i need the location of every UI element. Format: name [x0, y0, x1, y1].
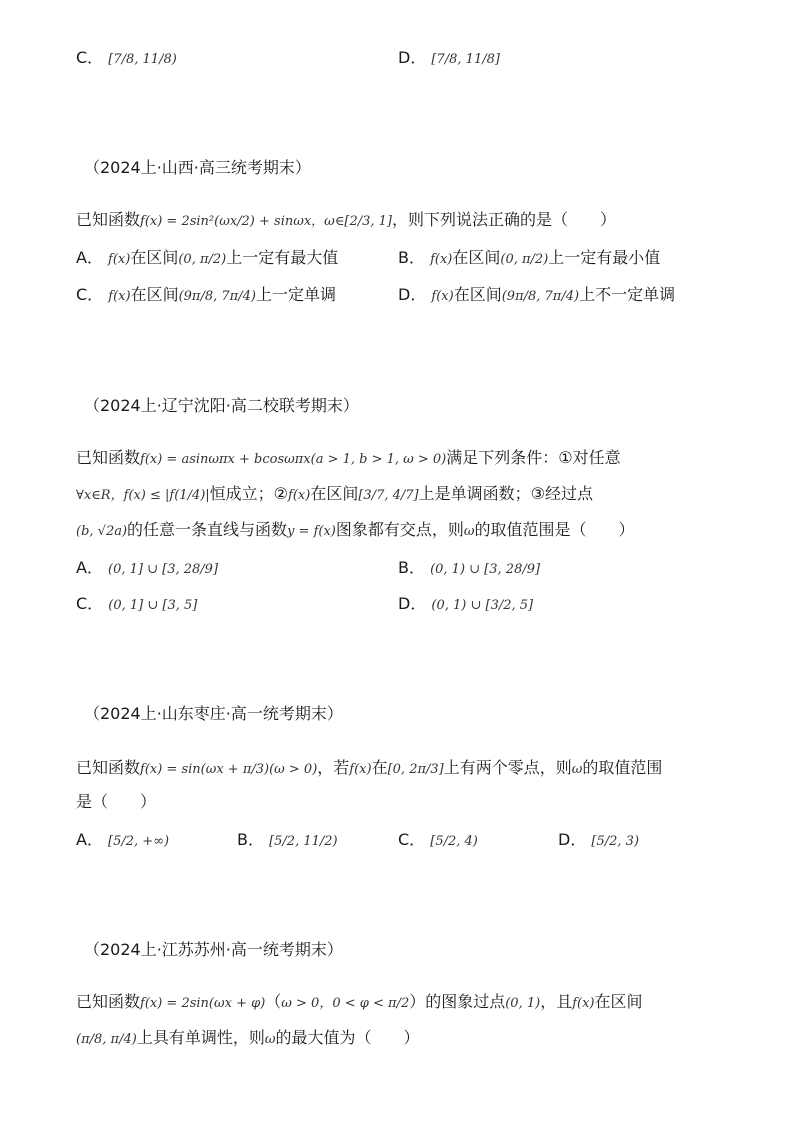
stem-text: 已知函数 — [76, 448, 141, 467]
option-c — [398, 828, 478, 854]
option-b — [237, 828, 338, 854]
stem-text: 满足下列条件：①对任意 — [446, 448, 621, 467]
option-math: f(x) — [108, 289, 131, 304]
stem-text: ，且 — [540, 992, 573, 1011]
stem-math: (b, √2a) — [76, 524, 128, 539]
option-c — [76, 592, 197, 618]
option-math: [5/2, 4) — [430, 834, 478, 849]
question-stem — [76, 208, 616, 234]
option-label: C． — [76, 285, 104, 304]
option-math: f(x) — [108, 252, 131, 267]
stem-math: f(x) — [288, 488, 311, 503]
option-d — [398, 46, 500, 72]
stem-text: 在 — [371, 758, 388, 777]
option-label: A． — [76, 558, 103, 577]
option-math: f(x) — [430, 252, 453, 267]
stem-math: (π/8, π/4) — [76, 1032, 137, 1047]
option-math: [7/8, 11/8] — [431, 52, 500, 67]
stem-text: 的取值范围是（ ） — [474, 520, 635, 539]
option-math: (0, 1] ∪ [3, 5] — [108, 598, 198, 613]
option-math: [5/2, +∞) — [108, 834, 170, 849]
stem-math: ω — [264, 1032, 276, 1047]
stem-math: f(x) = sin(ωx + π/3)(ω > 0) — [140, 762, 318, 777]
stem-math: [3/7, 4/7] — [358, 488, 419, 503]
stem-text: 上具有单调性，则 — [136, 1028, 265, 1047]
option-a — [76, 828, 169, 854]
option-math: (9π/8, 7π/4) — [501, 289, 580, 304]
stem-text: 上有两个零点，则 — [443, 758, 572, 777]
question-stem — [76, 446, 621, 472]
stem-text: 上是单调函数；③经过点 — [418, 484, 593, 503]
question-source: （2024上·辽宁沈阳·高二校联考期末） — [84, 396, 359, 415]
stem-math: ω > 0，0 < φ < π/2 — [281, 996, 410, 1011]
option-text: 上一定单调 — [255, 285, 336, 304]
stem-math: ω — [463, 524, 475, 539]
option-d — [398, 283, 675, 309]
stem-math: ω — [571, 762, 583, 777]
option-math: (0, π/2) — [500, 252, 549, 267]
stem-text: 的任意一条直线与函数 — [127, 520, 288, 539]
stem-math: [0, 2π/3] — [387, 762, 444, 777]
stem-text: 已知函数 — [76, 992, 141, 1011]
option-text: 在区间 — [452, 248, 501, 267]
stem-text: 在区间 — [594, 992, 643, 1011]
option-label: D． — [398, 48, 427, 67]
stem-text: ，则下列说法正确的是（ ） — [392, 210, 617, 229]
stem-text: 已知函数 — [76, 210, 141, 229]
option-label: B． — [398, 248, 425, 267]
question-stem-line2 — [76, 1026, 419, 1052]
question-stem — [76, 756, 662, 782]
option-c — [76, 46, 177, 72]
option-text: 在区间 — [453, 285, 502, 304]
stem-text: ，若 — [317, 758, 350, 777]
stem-math: f(x) = 2sin²(ωx/2) + sinωx，ω∈[2/3, 1] — [140, 214, 392, 229]
option-math: f(x) — [431, 289, 454, 304]
option-label: A． — [76, 830, 103, 849]
stem-math: f(x) — [349, 762, 372, 777]
stem-math: f(x) = 2sin(ωx + φ) — [140, 996, 266, 1011]
option-a — [76, 556, 218, 582]
option-label: B． — [237, 830, 264, 849]
option-label: B． — [398, 558, 425, 577]
option-d — [398, 592, 533, 618]
option-label: A． — [76, 248, 103, 267]
option-d — [558, 828, 639, 854]
question-stem-line2: 是（ ） — [76, 792, 157, 811]
question-stem-line2 — [76, 482, 593, 508]
option-b — [398, 556, 540, 582]
option-text: 在区间 — [130, 285, 179, 304]
option-label: C． — [76, 48, 104, 67]
option-math: [5/2, 11/2) — [269, 834, 338, 849]
option-math: (0, π/2) — [178, 252, 227, 267]
option-math: (9π/8, 7π/4) — [178, 289, 256, 304]
question-stem-line3 — [76, 518, 635, 544]
question-stem — [76, 990, 643, 1016]
option-c — [76, 283, 336, 309]
option-math: (0, 1) ∪ [3/2, 5] — [431, 598, 534, 613]
option-label: C． — [76, 594, 104, 613]
stem-text: 的取值范围 — [582, 758, 663, 777]
option-math: (0, 1) ∪ [3, 28/9] — [430, 562, 541, 577]
stem-text: 图象都有交点，则 — [335, 520, 464, 539]
question-source: （2024上·江苏苏州·高一统考期末） — [84, 940, 343, 959]
option-math: [5/2, 3) — [591, 834, 640, 849]
stem-math: ∀x∈R，f(x) ≤ |f(1/4)| — [76, 488, 210, 503]
stem-text: 的最大值为（ ） — [275, 1028, 420, 1047]
option-math: [7/8, 11/8) — [108, 52, 177, 67]
option-math: (0, 1] ∪ [3, 28/9] — [108, 562, 219, 577]
option-label: C． — [398, 830, 426, 849]
option-text: 上不一定单调 — [579, 285, 676, 304]
option-text: 上一定有最小值 — [548, 248, 661, 267]
stem-math: y = f(x) — [287, 524, 336, 539]
option-a — [76, 246, 338, 272]
option-label: D． — [558, 830, 587, 849]
option-label: D． — [398, 285, 427, 304]
stem-text: ）的图象过点 — [409, 992, 506, 1011]
stem-math: f(x) — [572, 996, 595, 1011]
stem-text: 在区间 — [310, 484, 359, 503]
question-source: （2024上·山西·高三统考期末） — [84, 158, 311, 177]
stem-text: 已知函数 — [76, 758, 141, 777]
option-text: 在区间 — [130, 248, 179, 267]
stem-math: f(x) = asinωπx + bcosωπx(a > 1, b > 1, ω > 0) — [140, 452, 447, 467]
stem-math: (0, 1) — [505, 996, 541, 1011]
option-text: 上一定有最大值 — [226, 248, 339, 267]
option-label: D． — [398, 594, 427, 613]
option-b — [398, 246, 660, 272]
question-source: （2024上·山东枣庄·高一统考期末） — [84, 704, 343, 723]
stem-text: （ — [265, 992, 282, 1011]
stem-text: 恒成立；② — [209, 484, 289, 503]
